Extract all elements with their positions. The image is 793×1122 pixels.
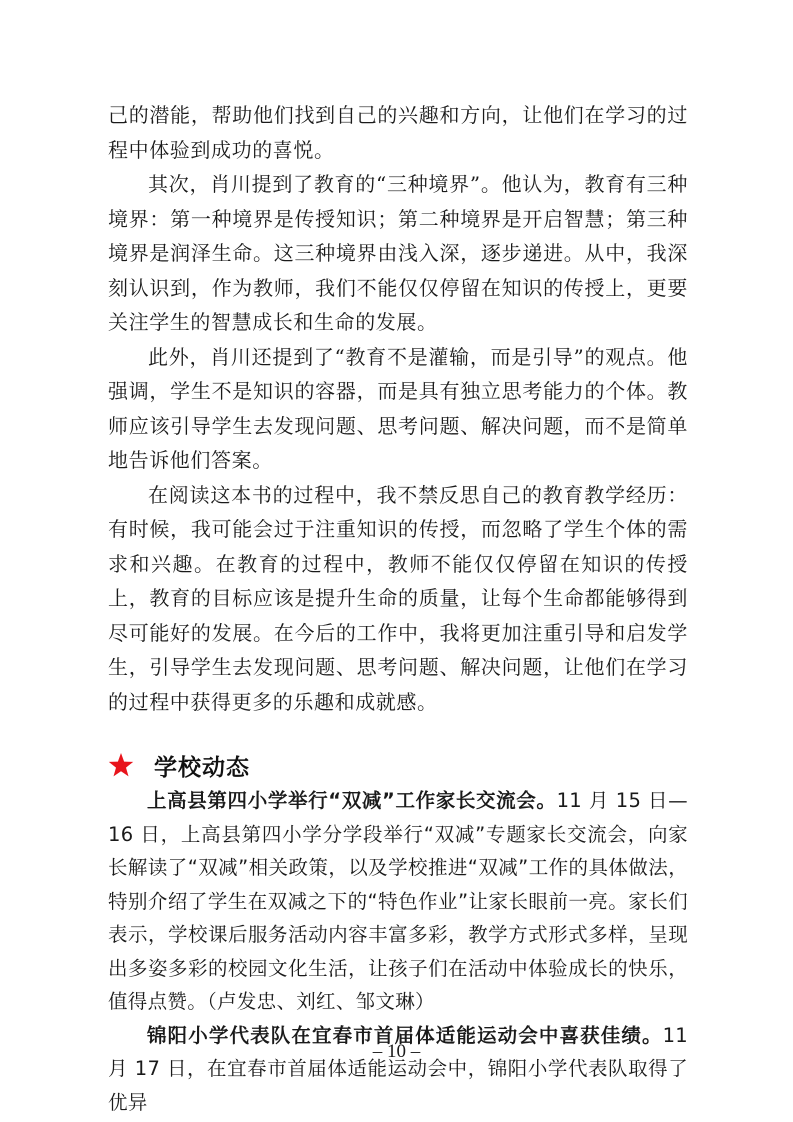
body-paragraph: 此外，肖川还提到了“教育不是灌输，而是引导”的观点。他强调，学生不是知识的容器，而是具有独立思考能力的个体。教师应该引导学生去发现问题、思考问题、解决问题，而不是简单地告诉他们答案。 bbox=[108, 344, 688, 472]
news-item bbox=[108, 784, 688, 1019]
page-content bbox=[108, 98, 688, 1119]
news-item bbox=[108, 1019, 688, 1120]
section-heading bbox=[108, 746, 688, 784]
news-headline: 锦阳小学代表队在宜春市首届体适能运动会中喜获佳绩。 bbox=[147, 1023, 663, 1047]
news-body: 11 月 17 日，在宜春市首届体适能运动会中，锦阳小学代表队取得了优异 bbox=[108, 1023, 688, 1114]
news-headline: 上高县第四小学举行“双减”工作家长交流会。 bbox=[147, 789, 557, 812]
star-icon bbox=[108, 752, 134, 778]
body-paragraph: 在阅读这本书的过程中，我不禁反思自己的教育教学经历：有时候，我可能会过于注重知识的传授，而忽略了学生个体的需求和兴趣。在教育的过程中，教师不能仅仅停留在知识的传授上，教育的目标应该是提升生命的质量，让每个生命都能够得到尽可能好的发展。在今后的工作中，我将更加注重引导和启发学生，引导学生去发现问题、思考问题、解决问题，让他们在学习的过程中获得更多的乐趣和成就感。 bbox=[108, 482, 688, 714]
body-paragraph: 己的潜能，帮助他们找到自己的兴趣和方向，让他们在学习的过程中体验到成功的喜悦。 bbox=[108, 103, 688, 162]
page-number: – 10 – bbox=[372, 1041, 421, 1062]
section-title: 学校动态 bbox=[154, 754, 250, 781]
body-paragraph: 其次，肖川提到了教育的“三种境界”。他认为，教育有三种境界：第一种境界是传授知识；第二种境界是开启智慧；第三种境界是润泽生命。这三种境界由浅入深，逐步递进。从中，我深刻认识到，作为教师，我们不能仅仅停留在知识的传授上，更要关注学生的智慧成长和生命的发展。 bbox=[108, 172, 688, 334]
news-body: 11 月 15 日—16 日，上高县第四小学分学段举行“双减”专题家长交流会，向家长解读了“双减”相关政策，以及学校推进“双减”工作的具体做法，特别介绍了学生在双减之下的“特色作业”让家长眼前一亮。家长们表示，学校课后服务活动内容丰富多彩，教学方式形式多样，呈现出多姿多彩的校园文化生活，让孩子们在活动中体验成长的快乐，值得点赞。（卢发忠、刘红、邹文琳） bbox=[108, 789, 688, 1013]
